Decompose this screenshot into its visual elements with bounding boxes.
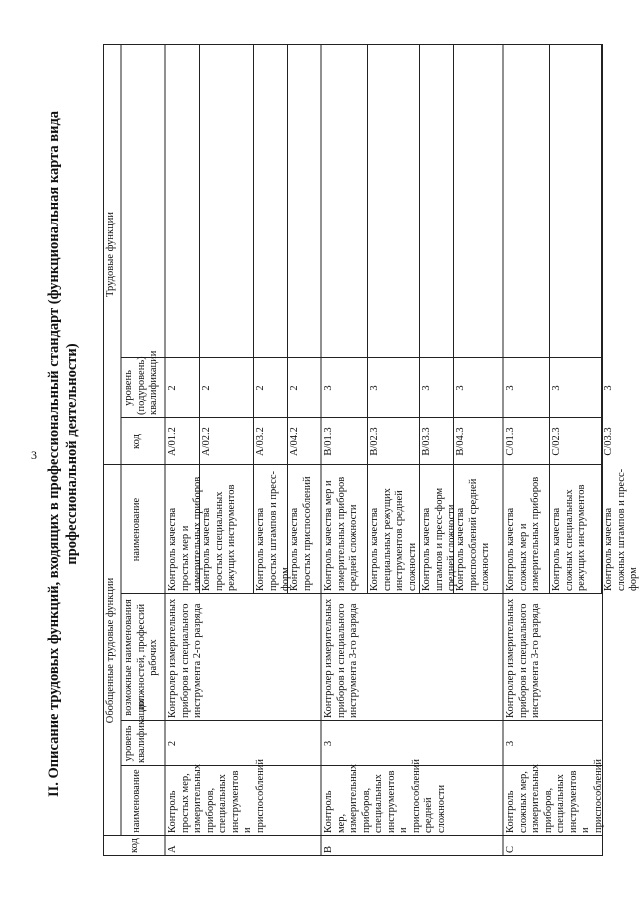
header-code: код <box>129 838 140 853</box>
function-name: Контроль качества сложных штампов и пресс-форм <box>603 468 639 591</box>
function-level: 2 <box>167 385 178 391</box>
page-number: 3 <box>31 448 37 462</box>
function-level: 2 <box>201 385 212 391</box>
group-positions: Контролер измерительных приборов и специального инструмента 2-го разряда <box>167 598 203 718</box>
header-lf-name: наименование <box>131 497 142 562</box>
function-level: 3 <box>603 385 614 391</box>
function-name: Контроль качества сложных мер и измерительных приборов <box>505 476 541 591</box>
function-code: C/03.3 <box>603 427 614 456</box>
group-name: Контроль простых мер, измерительных приборов, специальных инструментов и приспособлений <box>167 758 266 833</box>
group-level: 3 <box>323 740 334 747</box>
header-gf-name: наименование <box>131 769 142 833</box>
group-name: Контроль сложных мер, измерительных приборов, специальных инструментов и приспособлений <box>505 758 604 833</box>
functional-map-table <box>103 44 639 856</box>
function-level: 3 <box>323 385 334 391</box>
function-code: B/03.3 <box>421 427 432 456</box>
group-name: Контроль мер, измерительных приборов, специальных инструментов и приспособлений средней сложности <box>323 758 447 833</box>
function-level: 2 <box>255 385 266 391</box>
function-level: 3 <box>421 385 432 391</box>
group-positions: Контролер измерительных приборов и специального инструмента 3-го разряда <box>323 598 359 718</box>
group-level: 2 <box>167 740 178 747</box>
function-code: B/02.3 <box>369 427 380 456</box>
function-code: B/04.3 <box>455 427 466 456</box>
header-generalized-functions: Обобщенные трудовые функции <box>105 577 116 724</box>
function-level: 3 <box>455 385 466 391</box>
function-name: Контроль качества штампов и пресс-форм средней сложности <box>421 487 457 591</box>
function-name: Контроль качества сложных специальных режущих инструментов <box>551 484 587 591</box>
function-level: 3 <box>551 385 562 391</box>
function-name: Контроль качества специальных режущих инструментов средней сложности <box>369 488 418 591</box>
header-positions: возможные наименования должностей, профессий рабочих <box>123 599 159 716</box>
header-lf-level: уровень (подуровень) квалификации <box>123 350 159 415</box>
function-code: C/01.3 <box>505 427 516 456</box>
function-name: Контроль качества приспособлений средней сложности <box>455 478 491 591</box>
function-name: Контроль качества простых мер и измерительных приборов <box>167 476 203 591</box>
function-level: 3 <box>369 385 380 391</box>
rotated-page <box>45 44 639 856</box>
group-level: 3 <box>505 740 516 747</box>
header-lf-code: код <box>131 434 142 449</box>
function-name: Контроль качества простых специальных режущих инструментов <box>201 484 237 591</box>
group-code: A <box>167 845 178 853</box>
group-code: C <box>505 845 516 853</box>
function-code: A/01.2 <box>167 427 178 456</box>
function-name: Контроль качества простых приспособлений <box>289 476 313 591</box>
function-code: B/01.3 <box>323 427 334 456</box>
function-name: Контроль качества мер и измерительных приборов средней сложности <box>323 476 359 591</box>
function-code: A/02.2 <box>201 427 212 456</box>
section-title: II. Описание трудовых функций, входящих в профессиональный стандарт (функциональная карта вида профессиональной деятельности) <box>46 110 80 798</box>
function-name: Контроль качества простых штампов и пресс-форм <box>255 471 291 591</box>
group-positions: Контролер измерительных приборов и специального инструмента 3-го разряда <box>505 598 541 718</box>
function-code: A/04.2 <box>289 427 300 456</box>
function-level: 3 <box>505 385 516 391</box>
header-labor-functions: Трудовые функции <box>105 212 116 297</box>
group-code: B <box>323 845 334 853</box>
function-code: A/03.2 <box>255 427 266 456</box>
function-level: 2 <box>289 385 300 391</box>
function-code: C/02.3 <box>551 427 562 456</box>
header-gf-level: уровень квалификации <box>123 698 147 763</box>
